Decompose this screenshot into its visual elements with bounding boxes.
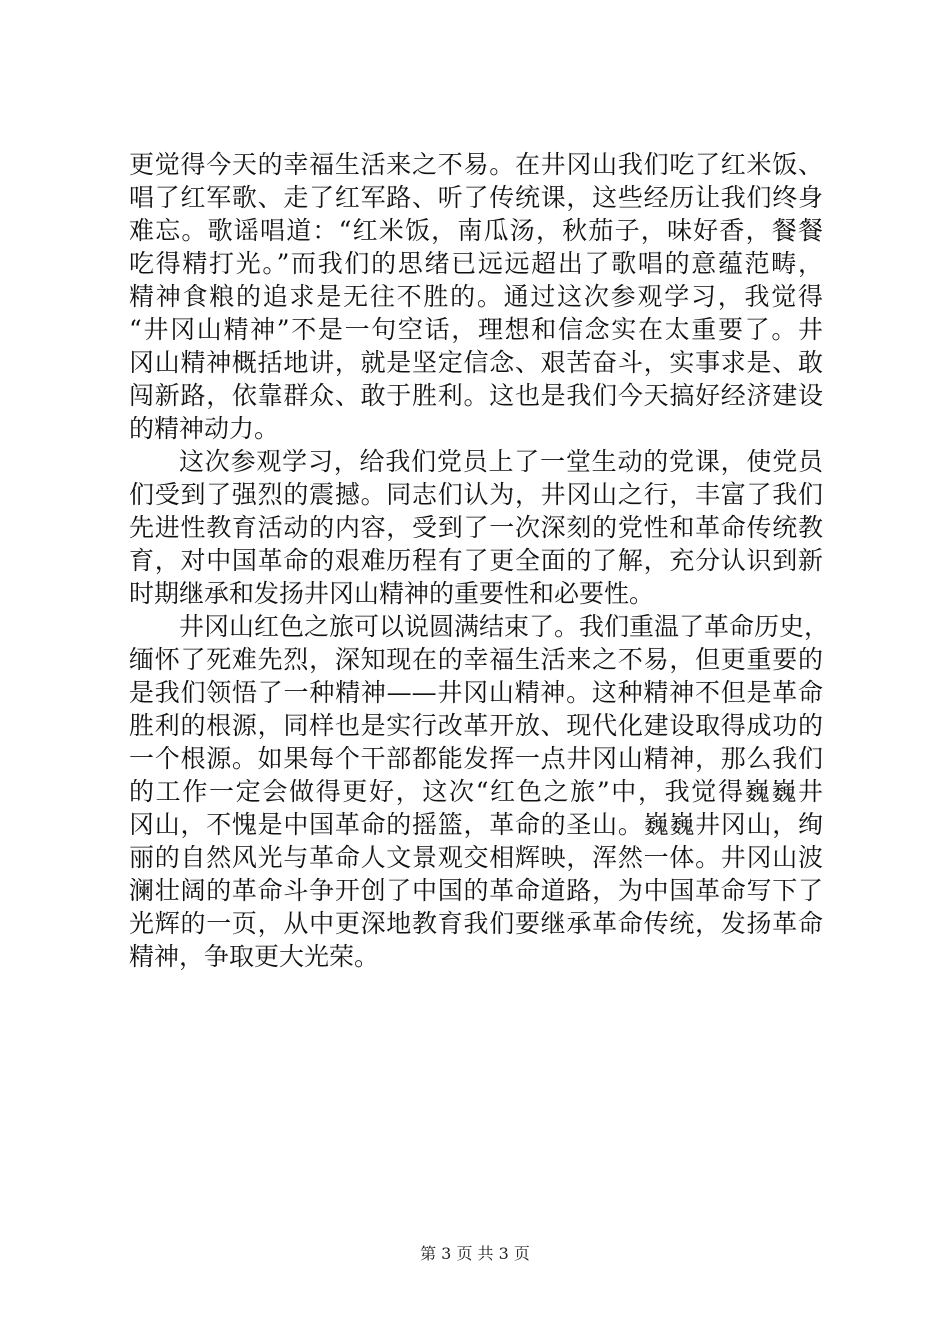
page-footer: 第 3 页 共 3 页 bbox=[420, 1244, 530, 1263]
text-line: 丽的自然风光与革命人文景观交相辉映，浑然一体。井冈山波 bbox=[129, 843, 823, 872]
text-line: 冈山精神概括地讲，就是坚定信念、艰苦奋斗，实事求是、敢 bbox=[129, 348, 823, 377]
text-line: 的精神动力。 bbox=[129, 414, 280, 443]
text-line: 难忘。歌谣唱道：“红米饭，南瓜汤，秋茄子，味好香，餐餐 bbox=[129, 216, 823, 245]
text-line: 吃得精打光。”而我们的思绪已远远超出了歌唱的意蕴范畴， bbox=[129, 249, 823, 278]
text-line: “井冈山精神”不是一句空话，理想和信念实在太重要了。井 bbox=[129, 315, 823, 344]
paragraph bbox=[129, 610, 830, 973]
text-line: 唱了红军歌、走了红军路、听了传统课，这些经历让我们终身 bbox=[129, 183, 823, 212]
text-line: 的工作一定会做得更好，这次“红色之旅”中，我觉得巍巍井 bbox=[129, 777, 823, 806]
text-line: 先进性教育活动的内容，受到了一次深刻的党性和革命传统教 bbox=[129, 513, 823, 542]
paragraph bbox=[129, 148, 823, 445]
text-line: 胜利的根源，同样也是实行改革开放、现代化建设取得成功的 bbox=[129, 711, 823, 740]
text-line: 澜壮阔的革命斗争开创了中国的革命道路，为中国革命写下了 bbox=[129, 876, 823, 905]
text-line: 育，对中国革命的艰难历程有了更全面的了解，充分认识到新 bbox=[129, 546, 823, 575]
document-body bbox=[129, 148, 830, 973]
text-line: 们受到了强烈的震撼。同志们认为，井冈山之行，丰富了我们 bbox=[129, 480, 823, 509]
text-line: 更觉得今天的幸福生活来之不易。在井冈山我们吃了红米饭、 bbox=[129, 150, 823, 179]
text-line: 精神食粮的追求是无往不胜的。通过这次参观学习，我觉得 bbox=[129, 282, 823, 311]
text-line: 精神，争取更大光荣。 bbox=[129, 942, 380, 971]
text-line: 光辉的一页，从中更深地教育我们要继承革命传统，发扬革命 bbox=[129, 909, 823, 938]
text-line: 闯新路，依靠群众、敢于胜利。这也是我们今天搞好经济建设 bbox=[129, 381, 823, 410]
text-line: 是我们领悟了一种精神——井冈山精神。这种精神不但是革命 bbox=[129, 678, 823, 707]
text-line: 这次参观学习，给我们党员上了一堂生动的党课，使党员 bbox=[179, 447, 823, 476]
text-line: 缅怀了死难先烈，深知现在的幸福生活来之不易，但更重要的 bbox=[129, 645, 823, 674]
text-line: 冈山，不愧是中国革命的摇篮，革命的圣山。巍巍井冈山，绚 bbox=[129, 810, 823, 839]
paragraph bbox=[129, 445, 823, 610]
text-line: 井冈山红色之旅可以说圆满结束了。我们重温了革命历史， bbox=[179, 612, 830, 641]
text-line: 一个根源。如果每个干部都能发挥一点井冈山精神，那么我们 bbox=[129, 744, 823, 773]
text-line: 时期继承和发扬井冈山精神的重要性和必要性。 bbox=[129, 579, 655, 608]
